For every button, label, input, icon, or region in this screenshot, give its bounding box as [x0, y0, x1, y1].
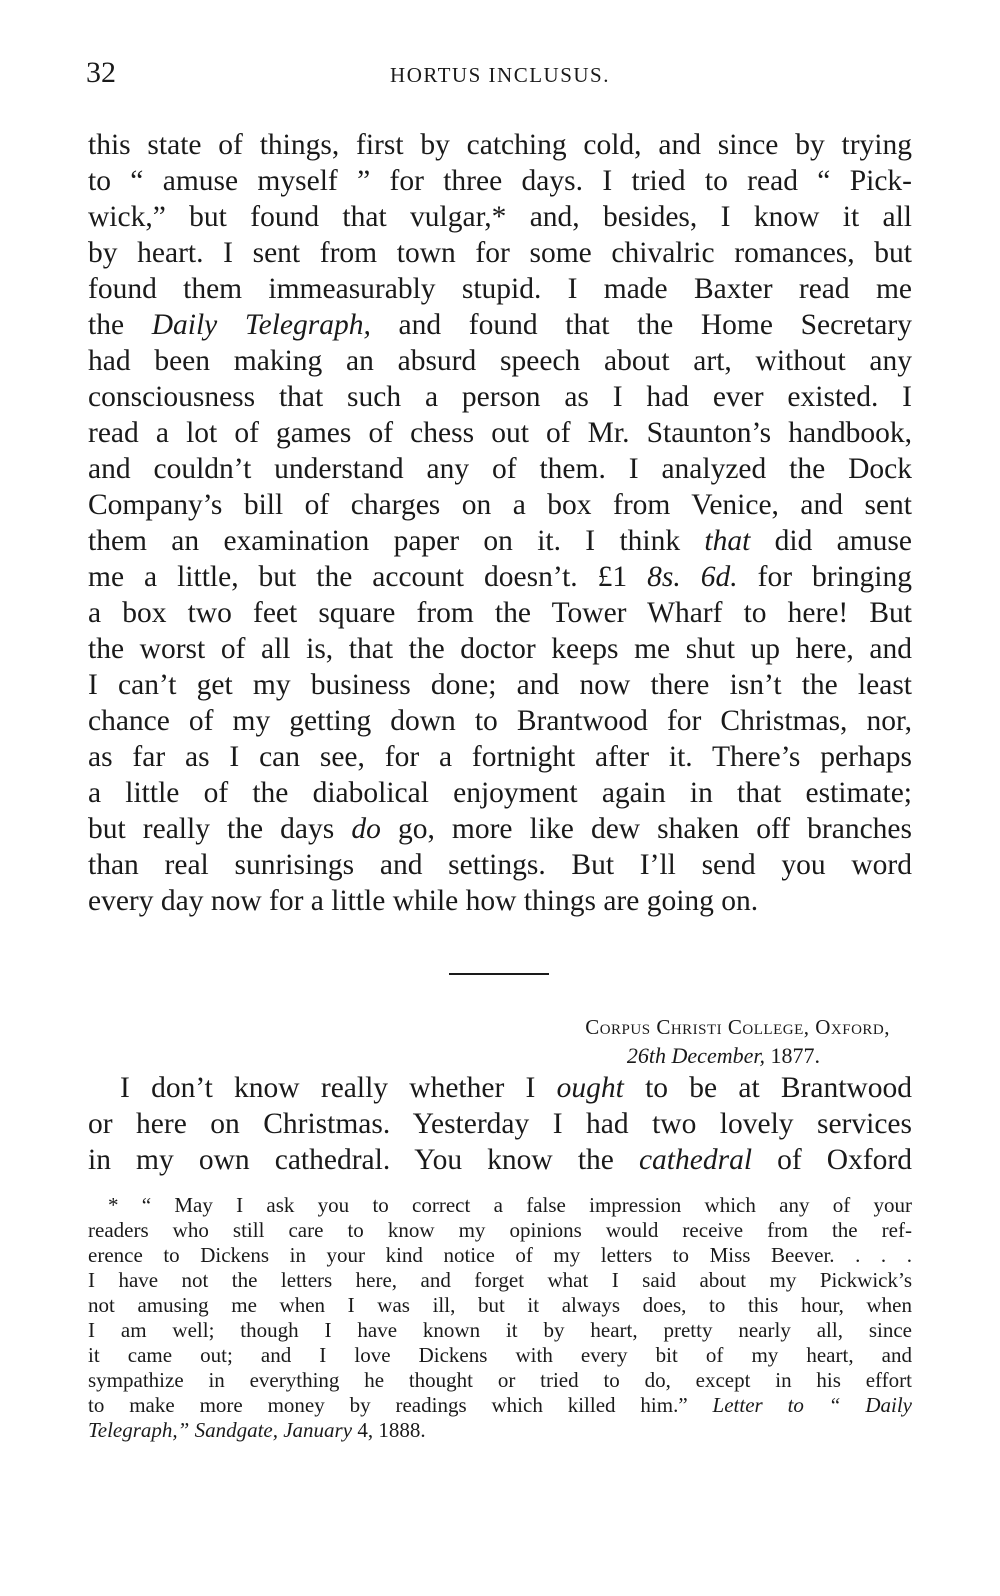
- footnote-line: sympathize in everything he thought or tried to do, except in his effort: [88, 1368, 912, 1392]
- text-line: but really the days do go, more like dew shaken off branches: [88, 813, 912, 845]
- text-line: to “ amuse myself ” for three days. I tried to read “ Pick-: [88, 165, 912, 197]
- text-line: than real sunrisings and settings. But I’ll send you word: [88, 849, 912, 881]
- text-line: a box two feet square from the Tower Wharf to here! But: [88, 597, 912, 629]
- footnote-line: it came out; and I love Dickens with every bit of my heart, and: [88, 1343, 912, 1367]
- text-line: and couldn’t understand any of them. I analyzed the Dock: [88, 453, 912, 485]
- footnote-line: I have not the letters here, and forget what I said about my Pickwick’s: [88, 1268, 912, 1292]
- footnote-line: to make more money by readings which killed him.” Letter to “ Daily: [88, 1393, 912, 1417]
- footnote-line: readers who still care to know my opinions would receive from the ref-: [88, 1218, 912, 1242]
- footnote-line: erence to Dickens in your kind notice of my letters to Miss Beever. . . .: [88, 1243, 912, 1267]
- text-line: or here on Christmas. Yesterday I had two lovely services: [88, 1108, 912, 1140]
- running-title: HORTUS INCLUSUS.: [390, 63, 610, 87]
- text-line: them an examination paper on it. I think that did amuse: [88, 525, 912, 557]
- text-line: in my own cathedral. You know the cathedral of Oxford: [88, 1144, 913, 1176]
- text-line: by heart. I sent from town for some chivalric romances, but: [88, 237, 912, 269]
- text-line: consciousness that such a person as I had ever existed. I: [88, 381, 912, 413]
- footnote-line: Telegraph,” Sandgate, January 4, 1888.: [88, 1418, 426, 1442]
- footnote-line: * “ May I ask you to correct a false impression which any of your: [108, 1193, 912, 1217]
- text-line: I don’t know really whether I ought to be at Brantwood: [120, 1072, 912, 1104]
- footnote-line: not amusing me when I was ill, but it always does, to this hour, when: [88, 1293, 912, 1317]
- text-line: chance of my getting down to Brantwood for Christmas, nor,: [88, 705, 912, 737]
- text-line: Company’s bill of charges on a box from Venice, and sent: [88, 489, 912, 521]
- text-line: every day now for a little while how things are going on.: [88, 885, 759, 917]
- page-number: 32: [86, 56, 116, 89]
- text-line: a little of the diabolical enjoyment again in that estimate;: [88, 777, 912, 809]
- text-line: as far as I can see, for a fortnight after it. There’s perhaps: [88, 741, 912, 773]
- text-line: me a little, but the account doesn’t. £1 8s. 6d. for bringing: [88, 561, 913, 593]
- dateline-date: 26th December, 1877.: [626, 1043, 820, 1068]
- text-line: I can’t get my business done; and now there isn’t the least: [88, 669, 912, 701]
- text-line: the worst of all is, that the doctor keeps me shut up here, and: [88, 633, 912, 665]
- text-line: this state of things, first by catching cold, and since by trying: [88, 129, 912, 161]
- footnote-line: I am well; though I have known it by heart, pretty nearly all, since: [88, 1318, 912, 1342]
- section-divider: [449, 973, 549, 975]
- text-line: wick,” but found that vulgar,* and, besides, I know it all: [88, 201, 912, 233]
- dateline-place: Corpus Christi College, Oxford,: [585, 1015, 890, 1039]
- text-line: the Daily Telegraph, and found that the Home Secretary: [88, 309, 912, 341]
- text-line: found them immeasurably stupid. I made Baxter read me: [88, 273, 912, 305]
- text-line: read a lot of games of chess out of Mr. Staunton’s handbook,: [88, 417, 912, 449]
- text-line: had been making an absurd speech about art, without any: [88, 345, 912, 377]
